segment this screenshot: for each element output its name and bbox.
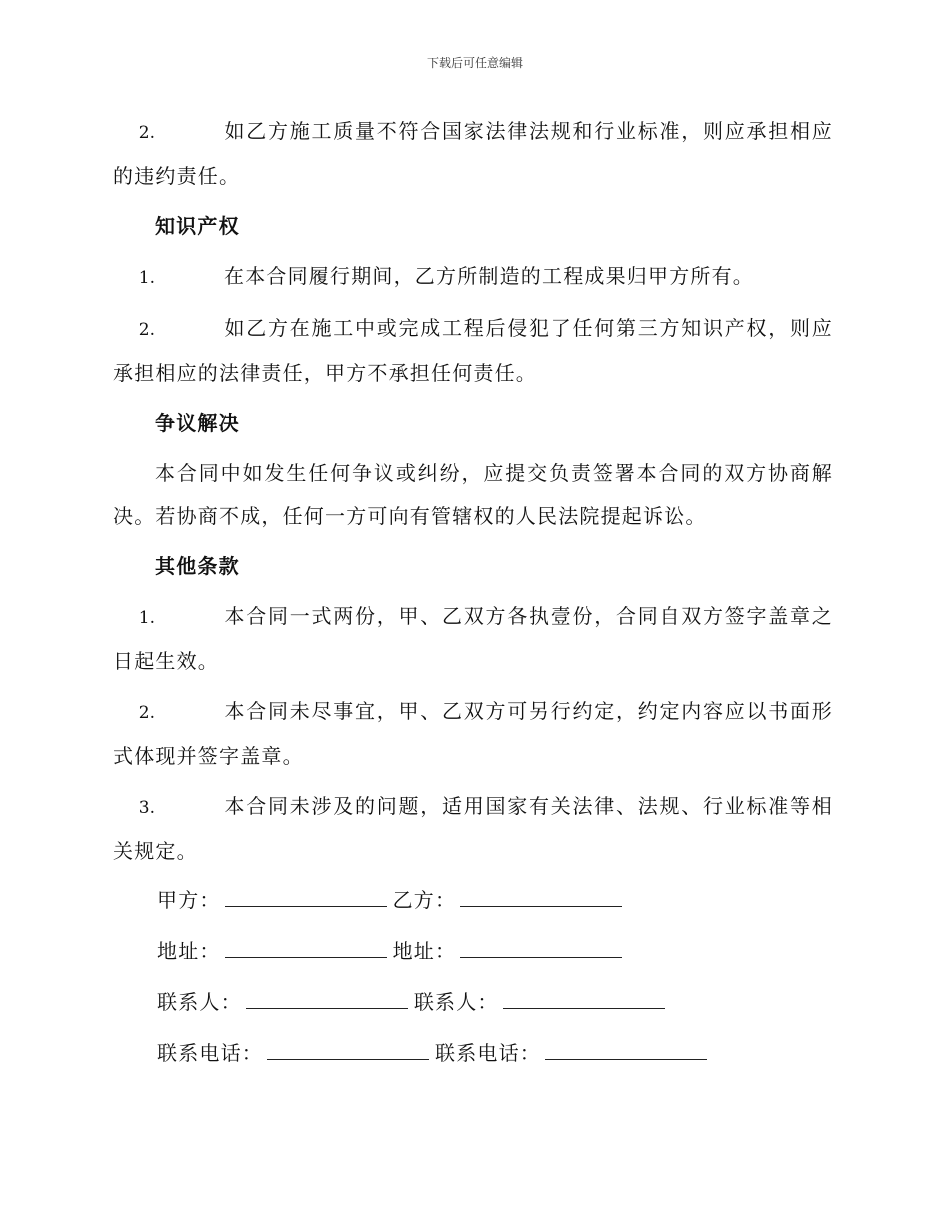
section-title-dispute: 争议解决 xyxy=(155,411,240,435)
party-b-label: 乙方： xyxy=(392,888,457,912)
party-b-blank[interactable] xyxy=(460,888,622,907)
other-clause-2 xyxy=(113,690,833,778)
contact-b-blank[interactable] xyxy=(503,990,665,1009)
party-a-label: 甲方： xyxy=(157,888,221,912)
address-a-blank[interactable] xyxy=(225,939,387,958)
clause-number: 1. xyxy=(138,608,155,628)
party-a-blank[interactable] xyxy=(225,888,387,907)
phone-b-label: 联系电话： xyxy=(435,1041,541,1065)
phone-b-blank[interactable] xyxy=(545,1041,707,1060)
section-title-ip: 知识产权 xyxy=(155,214,240,238)
contact-a-label: 联系人： xyxy=(157,990,242,1014)
signature-row-phone xyxy=(113,1037,833,1069)
quality-clause-2 xyxy=(113,110,833,198)
clause-number: 2. xyxy=(138,703,155,723)
ip-clause-2 xyxy=(113,307,833,395)
section-title-other: 其他条款 xyxy=(155,554,240,578)
document-body xyxy=(113,110,833,1088)
address-a-label: 地址： xyxy=(157,939,221,963)
signature-row-party xyxy=(113,884,833,916)
phone-a-blank[interactable] xyxy=(267,1041,429,1060)
clause-text: 在本合同履行期间，乙方所制造的工程成果归甲方所有。 xyxy=(224,264,754,288)
clause-number: 3. xyxy=(138,798,155,818)
clause-text: 本合同未尽事宜，甲、乙双方可另行约定，约定内容应以书面形式体现并签字盖章。 xyxy=(113,699,833,768)
other-clause-3 xyxy=(113,785,833,873)
clause-number: 2. xyxy=(138,320,155,340)
clause-text: 如乙方在施工中或完成工程后侵犯了任何第三方知识产权，则应承担相应的法律责任，甲方不承担任何责任。 xyxy=(113,316,833,385)
dispute-paragraph: 本合同中如发生任何争议或纠纷，应提交负责签署本合同的双方协商解决。若协商不成，任何一方可向有管辖权的人民法院提起诉讼。 xyxy=(113,461,833,528)
contact-a-blank[interactable] xyxy=(246,990,408,1009)
contact-b-label: 联系人： xyxy=(413,990,499,1014)
address-b-label: 地址： xyxy=(392,939,457,963)
phone-a-label: 联系电话： xyxy=(157,1041,263,1065)
clause-text: 本合同未涉及的问题，适用国家有关法律、法规、行业标准等相关规定。 xyxy=(113,794,833,863)
clause-number: 2. xyxy=(138,123,155,143)
page-header: 下载后可任意编辑 xyxy=(426,56,523,70)
address-b-blank[interactable] xyxy=(460,939,622,958)
clause-text: 本合同一式两份，甲、乙双方各执壹份，合同自双方签字盖章之日起生效。 xyxy=(113,604,833,673)
ip-clause-1 xyxy=(113,255,833,300)
signature-row-address xyxy=(113,935,833,967)
other-clause-1 xyxy=(113,595,833,683)
signature-row-contact xyxy=(113,986,833,1018)
clause-text: 如乙方施工质量不符合国家法律法规和行业标准，则应承担相应的违约责任。 xyxy=(113,119,833,188)
clause-number: 1. xyxy=(138,268,155,288)
